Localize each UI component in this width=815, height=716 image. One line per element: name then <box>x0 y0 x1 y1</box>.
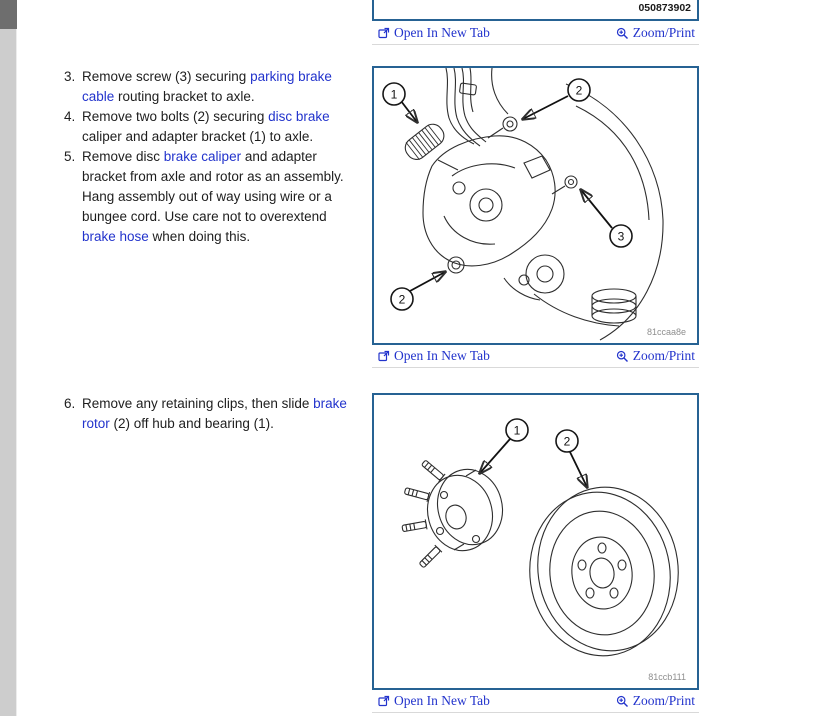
open-in-new-tab-link[interactable] <box>378 348 490 364</box>
step-number: 4. <box>64 109 76 124</box>
link-brake-caliper[interactable]: brake caliper <box>163 149 242 164</box>
step-text <box>82 147 364 247</box>
link-parking-brake-cable[interactable]: parking brake cable <box>82 69 332 104</box>
zoom-print-label: Zoom/Print <box>632 25 695 40</box>
figure-id-code: 050873902 <box>638 2 691 14</box>
step-text-segment: Remove screw (3) securing <box>82 69 251 84</box>
callout-2-bottom <box>391 272 445 310</box>
left-scrollbar-thumb[interactable] <box>0 0 17 29</box>
zoom-print-label: Zoom/Print <box>632 693 695 708</box>
open-in-new-tab-label: Open In New Tab <box>394 25 490 40</box>
svg-text:2: 2 <box>563 434 571 449</box>
svg-text:2: 2 <box>575 83 583 98</box>
svg-text:1: 1 <box>390 87 398 102</box>
step-text <box>82 107 364 147</box>
step-3 <box>64 67 364 107</box>
step-text-segment: Remove disc <box>82 149 164 164</box>
open-in-new-tab-label: Open In New Tab <box>394 693 490 708</box>
step-number: 5. <box>64 149 76 164</box>
step-6 <box>64 394 364 434</box>
figure2-links-row <box>372 692 699 713</box>
callout-2-top <box>523 79 590 119</box>
link-brake-hose[interactable]: brake hose <box>82 229 149 244</box>
zoom-print-icon <box>616 27 629 40</box>
step-text <box>82 394 364 434</box>
open-in-new-tab-link[interactable] <box>378 25 490 41</box>
brake-rotor <box>519 478 688 665</box>
hub-rotor-diagram <box>374 395 697 688</box>
open-in-new-tab-label: Open In New Tab <box>394 348 490 363</box>
step-text-segment: caliper and adapter bracket (1) to axle. <box>82 129 314 144</box>
figure-hub-rotor <box>372 393 699 690</box>
open-in-new-tab-icon <box>378 350 390 362</box>
open-in-new-tab-icon <box>378 27 390 39</box>
step-text-segment: Remove any retaining clips, then slide <box>82 396 314 411</box>
step-number: 3. <box>64 69 76 84</box>
zoom-print-link[interactable] <box>616 348 695 364</box>
figure1-links-row <box>372 347 699 368</box>
figure-caption: 81ccb111 <box>648 672 686 682</box>
step-text-segment: and adapter bracket from axle and rotor as an assembly. Hang assembly out of way using wire or a bungee cord. Use care not to overextend <box>82 149 344 224</box>
zoom-print-link[interactable] <box>616 693 695 709</box>
zoom-print-link[interactable] <box>616 25 695 41</box>
procedure-steps-3-5 <box>64 67 364 247</box>
callout-1 <box>480 419 528 473</box>
zoom-print-icon <box>616 350 629 363</box>
step-text-segment: routing bracket to axle. <box>114 89 255 104</box>
step-text-segment: Remove two bolts (2) securing <box>82 109 269 124</box>
step-text <box>82 67 364 107</box>
figure-top-links-row <box>372 24 699 45</box>
parking-brake-cable-boot <box>401 120 448 163</box>
callout-1 <box>383 83 417 122</box>
svg-text:2: 2 <box>398 292 406 307</box>
step-5 <box>64 147 364 247</box>
zoom-print-icon <box>616 695 629 708</box>
link-disc-brake[interactable]: disc brake <box>268 109 330 124</box>
callout-2 <box>556 430 587 487</box>
svg-text:3: 3 <box>617 229 625 244</box>
figure-top-partial <box>372 0 699 21</box>
step-number: 6. <box>64 396 76 411</box>
hub-bearing <box>402 459 511 570</box>
open-in-new-tab-link[interactable] <box>378 693 490 709</box>
step-4 <box>64 107 364 147</box>
link-brake-rotor[interactable]: brake rotor <box>82 396 347 431</box>
figure-caption: 81ccaa8e <box>646 327 686 337</box>
callout-3 <box>581 190 632 247</box>
open-in-new-tab-icon <box>378 695 390 707</box>
step-text-segment: when doing this. <box>148 229 251 244</box>
left-scrollbar-track[interactable] <box>0 0 17 716</box>
zoom-print-label: Zoom/Print <box>632 348 695 363</box>
procedure-step-6 <box>64 394 364 434</box>
svg-text:1: 1 <box>513 423 521 438</box>
caliper-assembly-diagram <box>374 68 697 343</box>
figure-caliper-assembly <box>372 66 699 345</box>
step-text-segment: (2) off hub and bearing (1). <box>109 416 274 431</box>
